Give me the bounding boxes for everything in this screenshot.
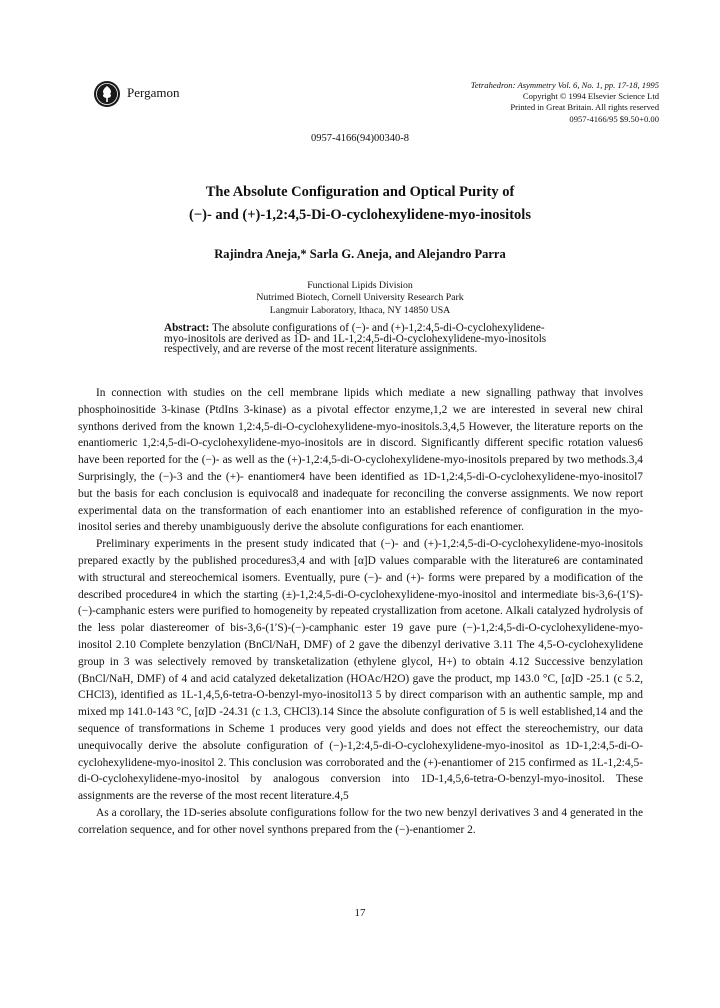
paragraph: Preliminary experiments in the present study indicated that (−)- and (+)-1,2:4,5-di-O-cyclohexylidene-myo-inositols prepared exactly by the published procedures3,4 and with [α]D values comparable with the literature6 are contaminated with structural and stereochemical isomers. Eventually, pure (−)- and (+)- forms were prepared by a modification of the described procedure4 in which the starting (±)-1,2:4,5-di-O-cyclohexylidene-myo-inositol and intermediate bis-3,6-(1′S)-(−)-camphanic esters were purified to homogeneity by repeated crystallization from acetone. Alkali catalyzed hydrolysis of the less polar diastereomer of bis-3,6-(1′S)-(−)-camphanic ester 19 gave pure (−)-1,2:4,5-di-O-cyclohexylidene-myo-inositol 2.10 Complete benzylation (BnCl/NaH, DMF) of 2 gave the dibenzyl derivative 3.11 The 4,5-O-cyclohexylidene group in 3 was selectively removed by transketalization (ethylene glycol, H+) to obtain 4.12 Successive benzylation (BnCl/NaH, DMF) of 4 and acid catalyzed deketalization (HOAc/H2O) gave the product, mp 143.0 °C, [α]D -25.1 (c 5.2, CHCl3), identified as 1L-1,4,5,6-tetra-O-benzyl-myo-inositol13 5 by direct comparison with an authentic sample, mp and mixed mp 141.0-143 °C, [α]D -24.31 (c 1.3, CHCl3).14 Since the absolute configuration of 5 is well established,14 and the sequence of transformations in Scheme 1 produces very good yields and does not effect the stereochemistry, our data unequivocally derive the absolute configuration of (−)-1,2:4,5-di-O-cyclohexylidene-myo-inositol as 1D-1,2:4,5-di-O-cyclohexylidene-myo-inositol 2. This conclusion was corroborated and the (+)-enantiomer of 215 confirmed as 1L-1,2:4,5-di-O-cyclohexylidene-myo-inositol by analogous conversion into 1D-1,4,5,6-tetra-O-benzyl-myo-inositol. These assignments are the reverse of the most recent literature.4,5 xyxy=(78,538,643,803)
paragraph: As a corollary, the 1D-series absolute configurations follow for the two new benzyl derivatives 3 and 4 generated in the correlation sequence, and for other novel synthons prepared from the (−)-enantiomer 2. xyxy=(78,806,643,836)
paper-title xyxy=(0,181,720,227)
author-list: Rajindra Aneja,* Sarla G. Aneja, and Alejandro Parra xyxy=(214,247,506,261)
abstract xyxy=(164,323,564,355)
affiliation xyxy=(0,280,720,317)
journal-header xyxy=(339,80,659,125)
abstract-label: Abstract: xyxy=(164,322,210,334)
affiliation-division: Functional Lipids Division xyxy=(307,280,413,291)
printed-line: Printed in Great Britain. All rights reserved xyxy=(510,102,659,113)
paragraph: In connection with studies on the cell membrane lipids which mediate a new signalling pathway that involves phosphoinositide 3-kinase (PtdIns 3-kinase) as a pivotal effector enzyme,1,2 we are interested in several new chiral synthons derived from the known 1,2:4,5-di-O-cyclohexylidene-myo-inositols.3,4,5 However, the literature reports on the enantiomeric 1,2:4,5-di-O-cyclohexylidene-myo-inositols are in discord. Significantly different specific rotation values6 have been reported for the (−)- as well as the (+)-1,2:4,5-di-O-cyclohexylidene-myo-inositols prepared by two methods.3,4 Surprisingly, the (−)-3 and the (+)- enantiomer4 have been identified as 1D-1,2:4,5-di-O-cyclohexylidene-myo-inositol7 but the basis for each conclusion is equivocal8 and inadequate for reconciling the converse assignments. We now report experimental data on the transformation of each enantiomer into an established reference of configuration in the myo-inositol series and thereby unambiguously derive the absolute configurations for each enantiomer. xyxy=(78,387,643,534)
title-line-2: (−)- and (+)-1,2:4,5-Di-O-cyclohexylidene-myo-inositols xyxy=(189,207,531,223)
issn-price: 0957-4166/95 $9.50+0.00 xyxy=(569,113,659,124)
affiliation-org: Nutrimed Biotech, Cornell University Research Park xyxy=(256,292,464,304)
publisher-name: Pergamon xyxy=(127,85,180,100)
body-text xyxy=(78,385,643,839)
page-number: 17 xyxy=(354,907,366,919)
abstract-text: The absolute configurations of (−)- and (+)-1,2:4,5-di-O-cyclohexylidene-myo-inositols are derived as 1D- and 1L-1,2:4,5-di-O-cyclohexylidene-myo-inositols respectively, and are reverse of the most recent literature assignments. xyxy=(164,322,547,356)
affiliation-lab: Langmuir Laboratory, Ithaca, NY 14850 USA xyxy=(269,304,451,316)
title-line-1: The Absolute Configuration and Optical Purity of xyxy=(205,184,515,200)
pergamon-logo xyxy=(93,80,121,108)
pii-code: 0957-4166(94)00340-8 xyxy=(311,133,409,144)
copyright-line: Copyright © 1994 Elsevier Science Ltd xyxy=(522,91,659,102)
journal-citation: Tetrahedron: Asymmetry Vol. 6, No. 1, pp. 17-18, 1995 xyxy=(470,80,659,90)
